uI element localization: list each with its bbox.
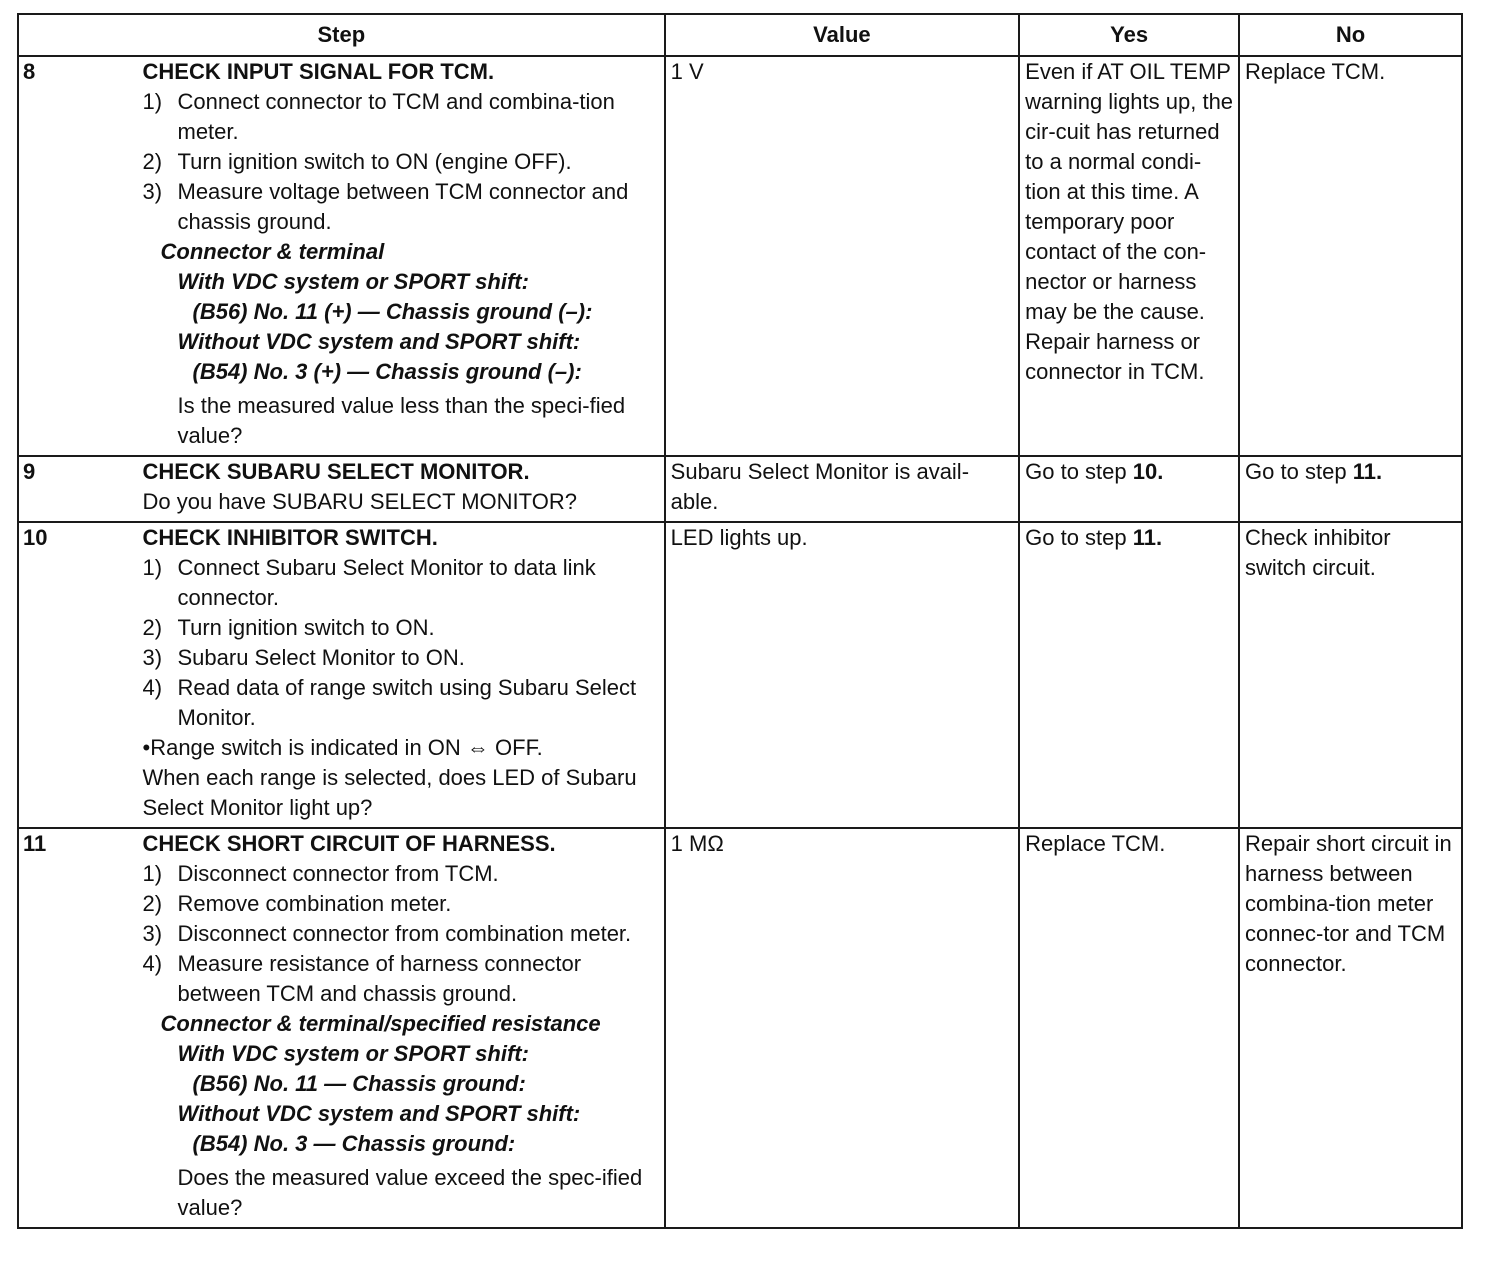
list-item: 1) Disconnect connector from TCM.	[142, 861, 499, 886]
value-cell: Subaru Select Monitor is avail-able.	[665, 456, 1019, 522]
step-list	[143, 87, 662, 237]
header-value: Value	[665, 14, 1019, 56]
no-cell: Check inhibitor switch circuit.	[1239, 522, 1462, 828]
header-no: No	[1239, 14, 1462, 56]
yes-cell: Go to step 11.	[1019, 522, 1239, 828]
step-number: 11	[18, 828, 139, 1228]
no-cell: Repair short circuit in harness between combina-tion meter connec-tor and TCM connector.	[1239, 828, 1462, 1228]
value-cell: LED lights up.	[665, 522, 1019, 828]
spec-without: Without VDC system and SPORT shift:	[177, 1101, 581, 1126]
list-item: 3) Measure voltage between TCM connector and chassis ground.	[142, 179, 629, 234]
header-row	[18, 14, 1462, 56]
step-procedure	[139, 456, 665, 522]
no-cell: Replace TCM.	[1239, 56, 1462, 456]
step-link: 11.	[1352, 459, 1383, 484]
spec-without: Without VDC system and SPORT shift:	[177, 329, 581, 354]
step-note: •Range switch is indicated in ON ⇔ OFF.	[142, 735, 543, 760]
spec-with: With VDC system or SPORT shift:	[177, 1041, 529, 1066]
step-title: CHECK SUBARU SELECT MONITOR.	[142, 459, 530, 484]
yes-cell: Replace TCM.	[1019, 828, 1239, 1228]
value-cell: 1 V	[665, 56, 1019, 456]
list-item: 2) Remove combination meter.	[142, 891, 452, 916]
spec-with: With VDC system or SPORT shift:	[177, 269, 529, 294]
spec-without-detail: (B54) No. 3 (+) — Chassis ground (–):	[192, 359, 582, 384]
step-procedure	[139, 522, 665, 828]
value-cell: 1 MΩ	[665, 828, 1019, 1228]
header-yes: Yes	[1019, 14, 1239, 56]
step-list	[143, 859, 662, 1009]
step-title: CHECK INHIBITOR SWITCH.	[142, 525, 438, 550]
spec-heading: Connector & terminal/specified resistance	[160, 1011, 601, 1036]
spec-with-detail: (B56) No. 11 — Chassis ground:	[192, 1071, 526, 1096]
table-row	[18, 456, 1462, 522]
spec-heading: Connector & terminal	[160, 239, 385, 264]
step-link: 11.	[1132, 525, 1163, 550]
table-row	[18, 828, 1462, 1228]
yes-cell: Go to step 10.	[1019, 456, 1239, 522]
list-item: 4) Read data of range switch using Subaru Select Monitor.	[142, 675, 637, 730]
step-number: 8	[18, 56, 139, 456]
list-item: 3) Disconnect connector from combination meter.	[142, 921, 632, 946]
list-item: 2) Turn ignition switch to ON (engine OFF).	[142, 149, 572, 174]
yes-cell: Even if AT OIL TEMP warning lights up, the cir-cuit has returned to a normal condi-tion at this time. A temporary poor contact of the con-nector or harness may be the cause. Repair harness or connector in TCM.	[1019, 56, 1239, 456]
step-question: Does the measured value exceed the spec-ified value?	[177, 1165, 643, 1220]
spec-with-detail: (B56) No. 11 (+) — Chassis ground (–):	[192, 299, 593, 324]
step-title: CHECK INPUT SIGNAL FOR TCM.	[142, 59, 495, 84]
step-procedure	[139, 56, 665, 456]
diagnostic-table	[17, 13, 1463, 1229]
no-cell: Go to step 11.	[1239, 456, 1462, 522]
step-title: CHECK SHORT CIRCUIT OF HARNESS.	[142, 831, 556, 856]
step-number: 10	[18, 522, 139, 828]
list-item: 1) Connect connector to TCM and combina-tion meter.	[142, 89, 615, 144]
header-step: Step	[18, 14, 665, 56]
spec-without-detail: (B54) No. 3 — Chassis ground:	[192, 1131, 516, 1156]
step-question: Is the measured value less than the speci-fied value?	[177, 393, 626, 448]
step-number: 9	[18, 456, 139, 522]
list-item: 3) Subaru Select Monitor to ON.	[142, 645, 465, 670]
table-row	[18, 56, 1462, 456]
step-list	[143, 553, 662, 733]
list-item: 1) Connect Subaru Select Monitor to data link connector.	[142, 555, 596, 610]
table-row	[18, 522, 1462, 828]
step-link: 10.	[1132, 459, 1164, 484]
step-question: When each range is selected, does LED of Subaru Select Monitor light up?	[142, 765, 637, 820]
step-question: Do you have SUBARU SELECT MONITOR?	[142, 489, 577, 514]
step-procedure	[139, 828, 665, 1228]
list-item: 2) Turn ignition switch to ON.	[142, 615, 435, 640]
list-item: 4) Measure resistance of harness connector between TCM and chassis ground.	[142, 951, 582, 1006]
